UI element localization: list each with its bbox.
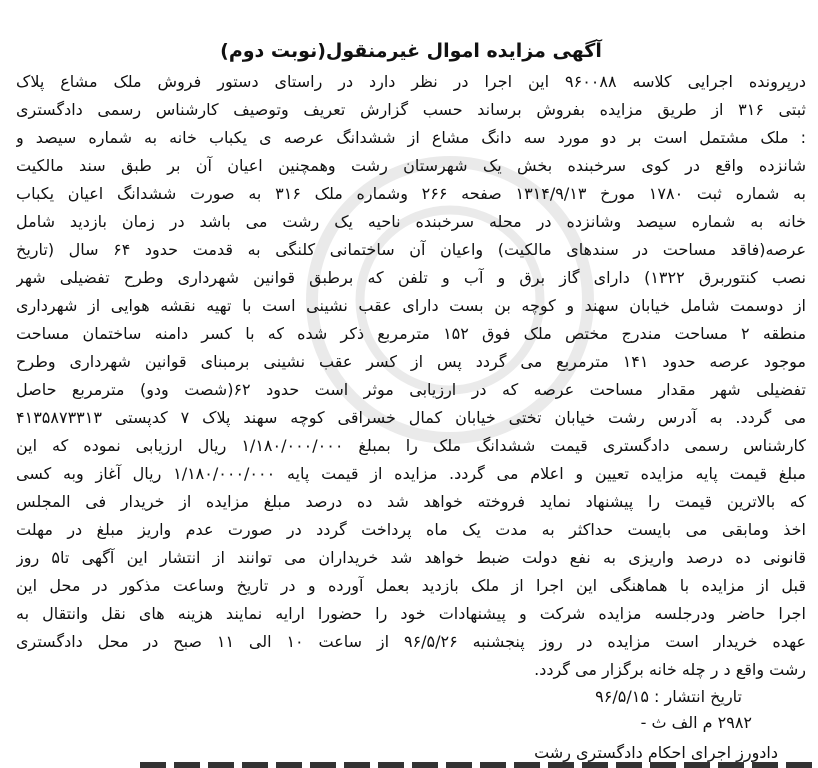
notice-body-line: ثبتی ۳۱۶ از طریق مزایده بفروش برساند حسب گزارش تعریف وتوصیف کارشناس رسمی دادگستری	[16, 100, 806, 119]
auction-notice	[16, 40, 806, 766]
notice-body-line: از دوسمت شامل خیابان سهند و کوچه بن بست دارای عقب نشینی است با تهیه نقشه هوایی از شهرداری	[16, 296, 806, 315]
notice-body-line: نصب کنتوربرق ۱۳۲۲) دارای گاز برق و آب و تلفن که برطبق قوانین شهرداری وطرح تفضیلی شهر	[16, 268, 806, 287]
notice-body-line: رشت واقع د ر چله خانه برگزار می گردد.	[534, 660, 806, 679]
reference-number: ۲۹۸۲ م الف ث -	[640, 713, 752, 732]
notice-body-line: قبل از مزایده با هماهنگی این اجرا از ملک بازدید بعمل آورده و در تاریخ وساعت مذکور در محل این	[16, 576, 806, 595]
notice-body-line: که بالاترین قیمت را پیشنهاد نماید فروخته خواهد شد ده درصد مبلغ مزایده از خریدار فی المجلس	[16, 492, 806, 511]
notice-body-line: خانه به شماره سیصد وشانزده در محله سرخبنده ناحیه یک رشت می باشد در زمان بازدید شامل	[16, 212, 806, 231]
signature: دادورز اجرای احکام دادگستری رشت	[534, 743, 778, 762]
notice-body-line: کارشناس رسمی دادگستری قیمت ششدانگ ملک را بمبلغ ۱/۱۸۰/۰۰۰/۰۰۰ ریال ارزیابی نموده که این	[16, 436, 806, 455]
notice-body-line: منطقه ۲ مساحت مندرج مختص ملک فوق ۱۵۲ مترمربع ذکر شده که با کسر دامنه ساختمان مساحت	[16, 324, 806, 343]
notice-body-line: به شماره ثبت ۱۷۸۰ مورخ ۱۳۱۴/۹/۱۳ صفحه ۲۶۶ وشماره ملک ۳۱۶ به صورت ششدانگ اعیان یکباب	[16, 184, 806, 203]
notice-title: آگهی مزایده اموال غیرمنقول(نوبت دوم)	[220, 40, 602, 62]
notice-body-line: می گردد. به آدرس رشت خیابان تختی خیابان کمال خسراقی کوچه سهند پلاک ۷ کدپستی ۴۱۳۵۸۷۳۳۱۳	[16, 408, 806, 427]
notice-body-line: قانونی ده درصد واریزی به نفع دولت ضبط خواهد شد خریداران می توانند از انتشار این آگهی تا۵ روز	[16, 548, 806, 567]
notice-body-line: شانزده واقع در کوی سرخبنده بخش یک شهرستان رشت وهمچنین اعیان آن بر طبق سند مالکیت	[16, 156, 806, 175]
notice-body-line: مبلغ قیمت پایه مزایده تعیین و اعلام می گردد. مزایده از قیمت پایه ۱/۱۸۰/۰۰۰/۰۰۰ ریال آغاز وبه کسی	[16, 464, 806, 483]
publish-date: تاریخ انتشار : ۹۶/۵/۱۵	[595, 687, 742, 706]
notice-body-line: موجود عرصه حدود ۱۴۱ مترمربع می گردد پس از کسر عقب نشینی برمبنای قوانین شهرداری وطرح	[16, 352, 806, 371]
notice-body-line: درپرونده اجرایی کلاسه ۹۶۰۰۸۸ این اجرا در نظر دارد در راستای دستور فروش ملک مشاع پلاک	[16, 72, 806, 91]
notice-body-line: عرصه(فاقد مساحت در سندهای مالکیت) واعیان آن ساختمانی کلنگی به قدمت حدود ۶۴ سال (تاریخ	[16, 240, 806, 259]
notice-body-line: عهده خریدار است مزایده در روز پنجشنبه ۹۶/۵/۲۶ از ساعت ۱۰ الی ۱۱ صبح در محل دادگستری	[16, 632, 806, 651]
notice-body-line: : ملک مشتمل است بر دو مورد سه دانگ مشاع از ششدانگ عرصه ی یکباب خانه به شماره سیصد و	[16, 128, 806, 147]
notice-body-line: تفضیلی شهر مقدار مساحت عرصه که در ارزیابی موثر است حدود ۶۲(شصت ودو) مترمربع حاصل	[16, 380, 806, 399]
notice-body-line: اخذ ومابقی می بایست حداکثر به مدت یک ماه پرداخت گردد در صورت عدم واریز مبلغ در مهلت	[16, 520, 806, 539]
notice-body-line: اجرا حاضر ودرجلسه مزایده شرکت و پیشنهادات خود را حضورا ارایه نمایند هزینه های نقل وانتقال به	[16, 604, 806, 623]
bottom-border	[140, 762, 818, 768]
